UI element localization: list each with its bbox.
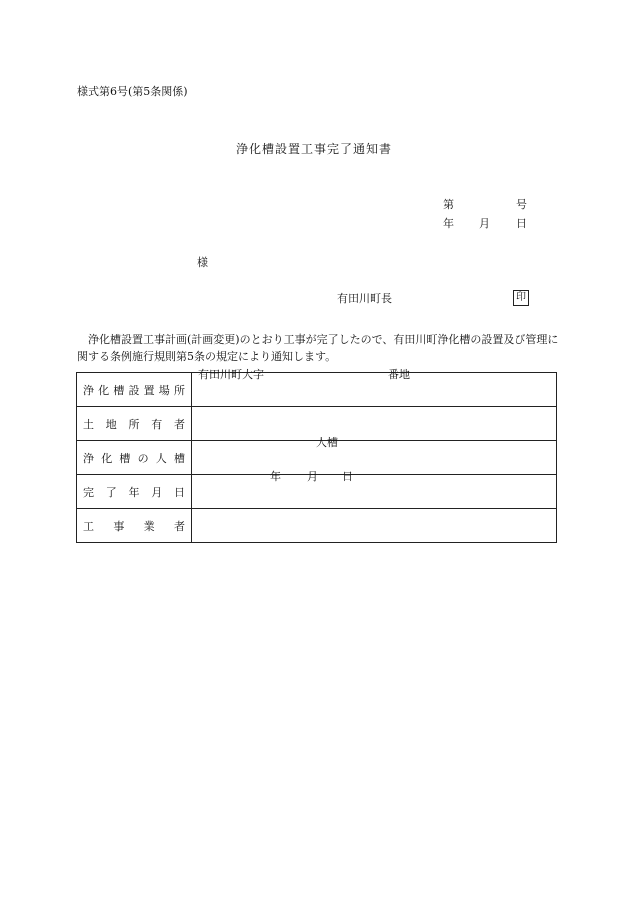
completion-month-label: 月 xyxy=(307,470,318,483)
label-char: 土 xyxy=(83,417,94,431)
record-table xyxy=(76,368,557,543)
label-char: 所 xyxy=(128,417,140,431)
completion-day-label: 日 xyxy=(342,470,353,483)
label-char: 槽 xyxy=(113,383,125,397)
location-prefix: 有田川町大字 xyxy=(198,368,264,381)
label-char: 業 xyxy=(143,519,155,533)
capacity-label xyxy=(77,441,192,475)
label-char: 浄 xyxy=(83,451,94,465)
issuer-name: 有田川町長 xyxy=(337,292,392,305)
label-char: 了 xyxy=(105,485,117,499)
table-row-contractor xyxy=(77,509,557,543)
label-char: 化 xyxy=(98,383,110,397)
label-char: 槽 xyxy=(119,451,131,465)
addressee-honorific: 様 xyxy=(197,256,208,269)
body-paragraph: 浄化槽設置工事計画(計画変更)のとおり工事が完了したので、有田川町浄化槽の設置及び管理に関する条例施行規則第5条の規定により通知します。 xyxy=(77,333,559,363)
label-char: の xyxy=(137,451,149,465)
completion-date-value[interactable] xyxy=(192,470,557,509)
owner-label xyxy=(77,407,192,441)
label-char: 工 xyxy=(83,519,94,533)
table-row-completion-date xyxy=(77,475,557,509)
completion-year-label: 年 xyxy=(270,470,281,483)
location-suffix: 番地 xyxy=(388,368,410,381)
owner-value[interactable] xyxy=(192,407,557,441)
doc-number-suffix: 号 xyxy=(516,198,527,211)
label-char: 事 xyxy=(113,519,125,533)
doc-number-prefix: 第 xyxy=(443,198,454,211)
label-char: 場 xyxy=(158,383,170,397)
label-char: 地 xyxy=(105,417,117,431)
date-day-label: 日 xyxy=(516,217,527,230)
capacity-unit: 人槽 xyxy=(316,436,338,449)
location-value[interactable] xyxy=(192,368,557,407)
label-char: 者 xyxy=(174,417,185,431)
date-year-label: 年 xyxy=(443,217,454,230)
contractor-label xyxy=(77,509,192,543)
label-char: 月 xyxy=(151,485,163,499)
label-char: 者 xyxy=(173,519,185,533)
location-label xyxy=(77,373,192,407)
label-char: 日 xyxy=(174,485,185,499)
label-char: 人 xyxy=(155,451,167,465)
label-char: 設 xyxy=(128,383,140,397)
table-row-location xyxy=(77,373,557,407)
date-month-label: 月 xyxy=(479,217,490,230)
label-char: 有 xyxy=(151,417,163,431)
label-char: 化 xyxy=(101,451,113,465)
label-char: 年 xyxy=(128,485,140,499)
label-char: 槽 xyxy=(173,451,185,465)
label-char: 置 xyxy=(143,383,155,397)
form-reference: 様式第6号(第5条関係) xyxy=(77,85,188,98)
document-title: 浄化槽設置工事完了通知書 xyxy=(236,142,393,156)
seal-mark: 印 xyxy=(513,290,529,306)
label-char: 所 xyxy=(173,383,185,397)
label-char: 完 xyxy=(83,485,94,499)
label-char: 浄 xyxy=(83,383,94,397)
contractor-value[interactable] xyxy=(192,509,557,543)
completion-date-label xyxy=(77,475,192,509)
capacity-value[interactable] xyxy=(192,436,557,475)
